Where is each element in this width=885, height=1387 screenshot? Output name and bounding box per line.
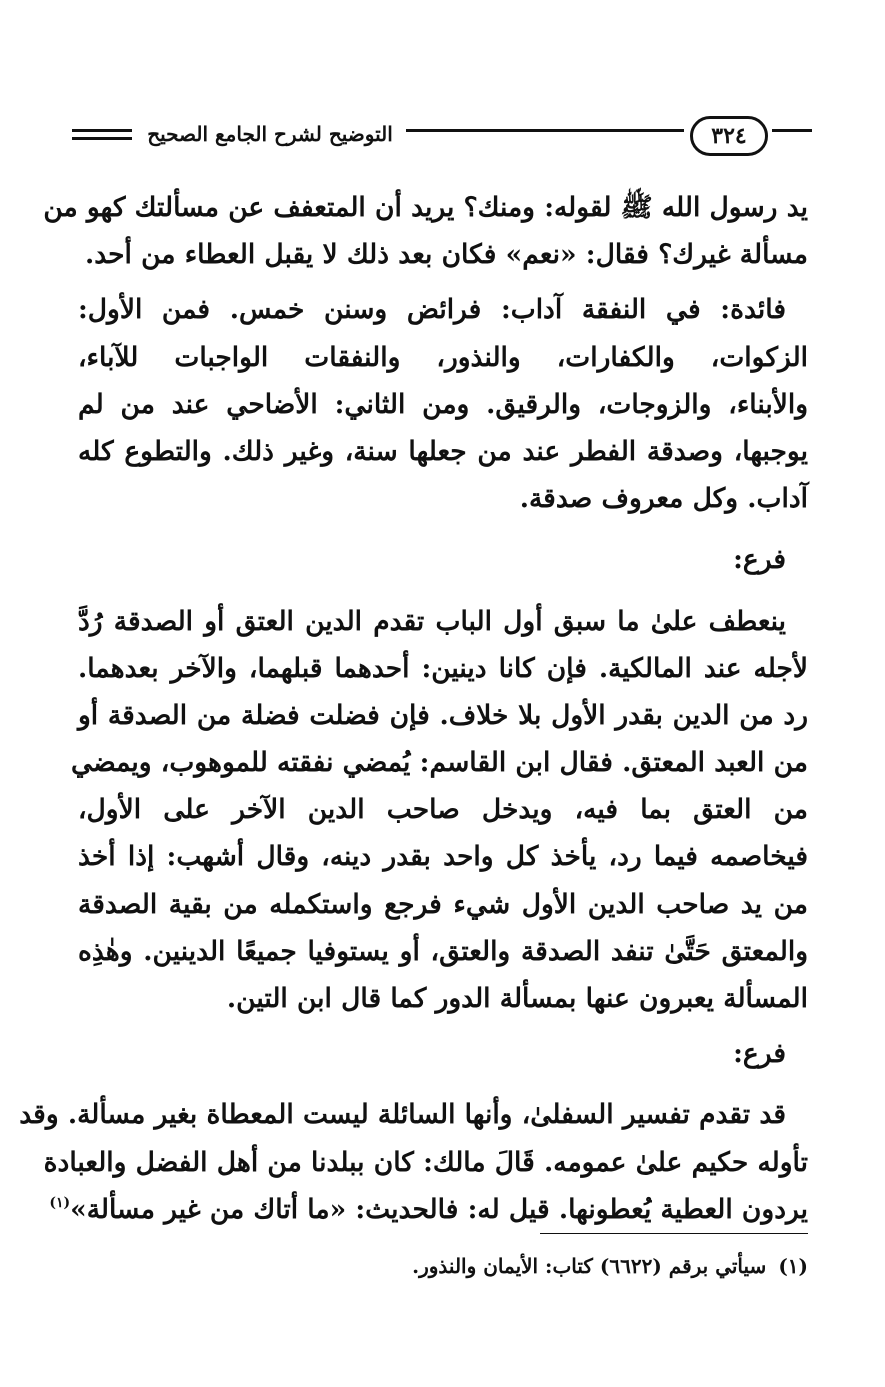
paragraph-benefit [78, 286, 808, 522]
text-line: من يد صاحب الدين الأول شيء فرجع واستكمله من بقية الصدقة [78, 888, 808, 920]
header-rule [72, 129, 132, 132]
text-line [49, 1186, 808, 1233]
text-line: المسألة يعبرون عنها بمسألة الدور كما قال ابن التين. [226, 983, 808, 1014]
text-line: يوجبها، وصدقة الفطر عند من جعلها سنة، وغير ذلك. والتطوع كله [78, 435, 808, 467]
text-line: آداب. وكل معروف صدقة. [519, 483, 808, 515]
text-line: ينعطف علىٰ ما سبق أول الباب تقدم الدين العتق أو الصدقة رُدَّ [78, 605, 786, 637]
text-line: الزكوات، والكفارات، والنذور، والنفقات الواجبات للآباء، [78, 341, 808, 373]
footnote [200, 1248, 808, 1284]
text-line-content: يردون العطية يُعطونها. قيل له: فالحديث: «ما أتاك من غير مسألة» [70, 1193, 808, 1225]
paragraph-1 [43, 184, 808, 278]
paragraph-branch-1 [71, 598, 809, 1023]
text-line: مسألة غيرك؟ فقال: «نعم» فكان بعد ذلك لا يقبل العطاء من أحد. [85, 239, 808, 271]
running-title: التوضيح لشرح الجامع الصحيح [147, 122, 393, 146]
header-rule [72, 137, 132, 140]
text-line: لأجله عند المالكية. فإن كانا دينين: أحدهما قبلهما، والآخر بعدهما. [78, 652, 808, 684]
text-line: رد من الدين بقدر الأول بلا خلاف. فإن فضلت فضلة من الصدقة أو [78, 699, 808, 731]
running-header [72, 116, 812, 160]
text-line: قد تقدم تفسير السفلىٰ، وأنها السائلة ليست المعطاة بغير مسألة. وقد [19, 1099, 786, 1131]
footnote-reference[interactable]: (١) [49, 1194, 71, 1211]
paragraph-branch-2 [19, 1091, 808, 1233]
footnote-text: سيأتي برقم (٦٦٢٢) كتاب: الأيمان والنذور. [412, 1254, 767, 1278]
text-line: والمعتق حَتَّىٰ تنفد الصدقة والعتق، أو يستوفيا جميعًا الدينين. وهٰذِه [78, 935, 809, 967]
text-line: والأبناء، والزوجات، والرقيق. ومن الثاني: الأضاحي عند من لم [78, 388, 808, 420]
text-line: يد رسول الله ﷺ لقوله: ومنك؟ يريد أن المتعفف عن مسألتك كهو من [43, 192, 808, 223]
text-line: فيخاصمه فيما رد، يأخذ كل واحد بقدر دينه، وقال أشهب: إذا أخذ [78, 841, 808, 873]
text-line: تأوله حكيم علىٰ عمومه. قَالَ مالك: كان ببلدنا من أهل الفضل والعبادة [43, 1146, 808, 1178]
footnote-number: (١) [778, 1254, 808, 1278]
header-rule [772, 129, 812, 132]
text-line: فائدة: في النفقة آداب: فرائض وسنن خمس. فمن الأول: [78, 294, 786, 326]
main-text [19, 184, 809, 1233]
header-rule [406, 129, 684, 132]
section-heading: فرع: [733, 544, 786, 576]
text-line: من العتق بما فيه، ويدخل صاحب الدين الآخر على الأول، [78, 794, 808, 826]
text-line: من العبد المعتق. فقال ابن القاسم: يُمضي نفقته للموهوب، ويمضي [71, 747, 808, 779]
page-number: ٣٢٤ [690, 116, 768, 156]
section-heading: فرع: [733, 1038, 786, 1070]
footnote-separator [540, 1233, 808, 1234]
